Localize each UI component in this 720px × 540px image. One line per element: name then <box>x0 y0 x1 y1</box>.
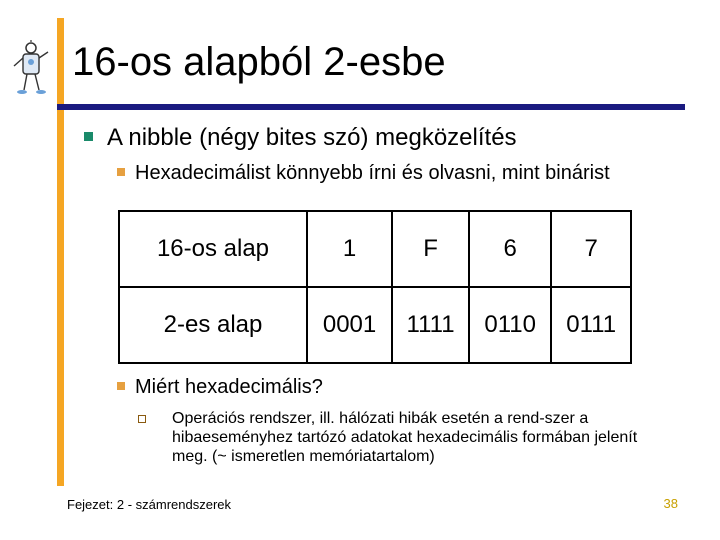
bullet-os-errors-text: Operációs rendszer, ill. hálózati hibák esetén a rend-szer a hibaeseményhez tartózó adatokat hexadecimális formában jelenít meg. (~ ismeretlen memóriatartalom) <box>172 410 638 465</box>
bullet-why-hex <box>117 376 657 398</box>
slide-title: 16-os alapból 2-esbe <box>72 40 446 84</box>
square-bullet-icon <box>84 132 93 141</box>
table-cell: 0110 <box>469 287 551 363</box>
table-cell: 6 <box>469 211 551 287</box>
row-label: 16-os alap <box>119 211 307 287</box>
hex-binary-table <box>118 210 632 364</box>
accent-bar <box>57 18 64 486</box>
table-cell: F <box>392 211 469 287</box>
title-rule <box>57 104 685 110</box>
bullet-hex-easier <box>117 162 657 184</box>
table-cell: 0001 <box>307 287 392 363</box>
table-row <box>119 287 631 363</box>
row-label: 2-es alap <box>119 287 307 363</box>
square-bullet-icon <box>117 382 125 390</box>
table-cell: 1 <box>307 211 392 287</box>
bullet-hex-easier-text: Hexadecimálist könnyebb írni és olvasni, mint binárist <box>135 162 610 184</box>
page-number: 38 <box>663 496 678 511</box>
bullet-nibble-text: A nibble (négy bites szó) megközelítés <box>107 124 517 151</box>
table-row <box>119 211 631 287</box>
footer-chapter: Fejezet: 2 - számrendszerek <box>67 497 232 512</box>
bullet-why-hex-text: Miért hexadecimális? <box>135 376 323 398</box>
hollow-square-bullet-icon <box>138 415 146 423</box>
bullet-os-errors <box>150 409 670 466</box>
table-cell: 0111 <box>551 287 631 363</box>
bullet-nibble <box>84 124 517 152</box>
table-cell: 7 <box>551 211 631 287</box>
square-bullet-icon <box>117 168 125 176</box>
robot-mascot-icon <box>10 40 52 96</box>
table-cell: 1111 <box>392 287 469 363</box>
